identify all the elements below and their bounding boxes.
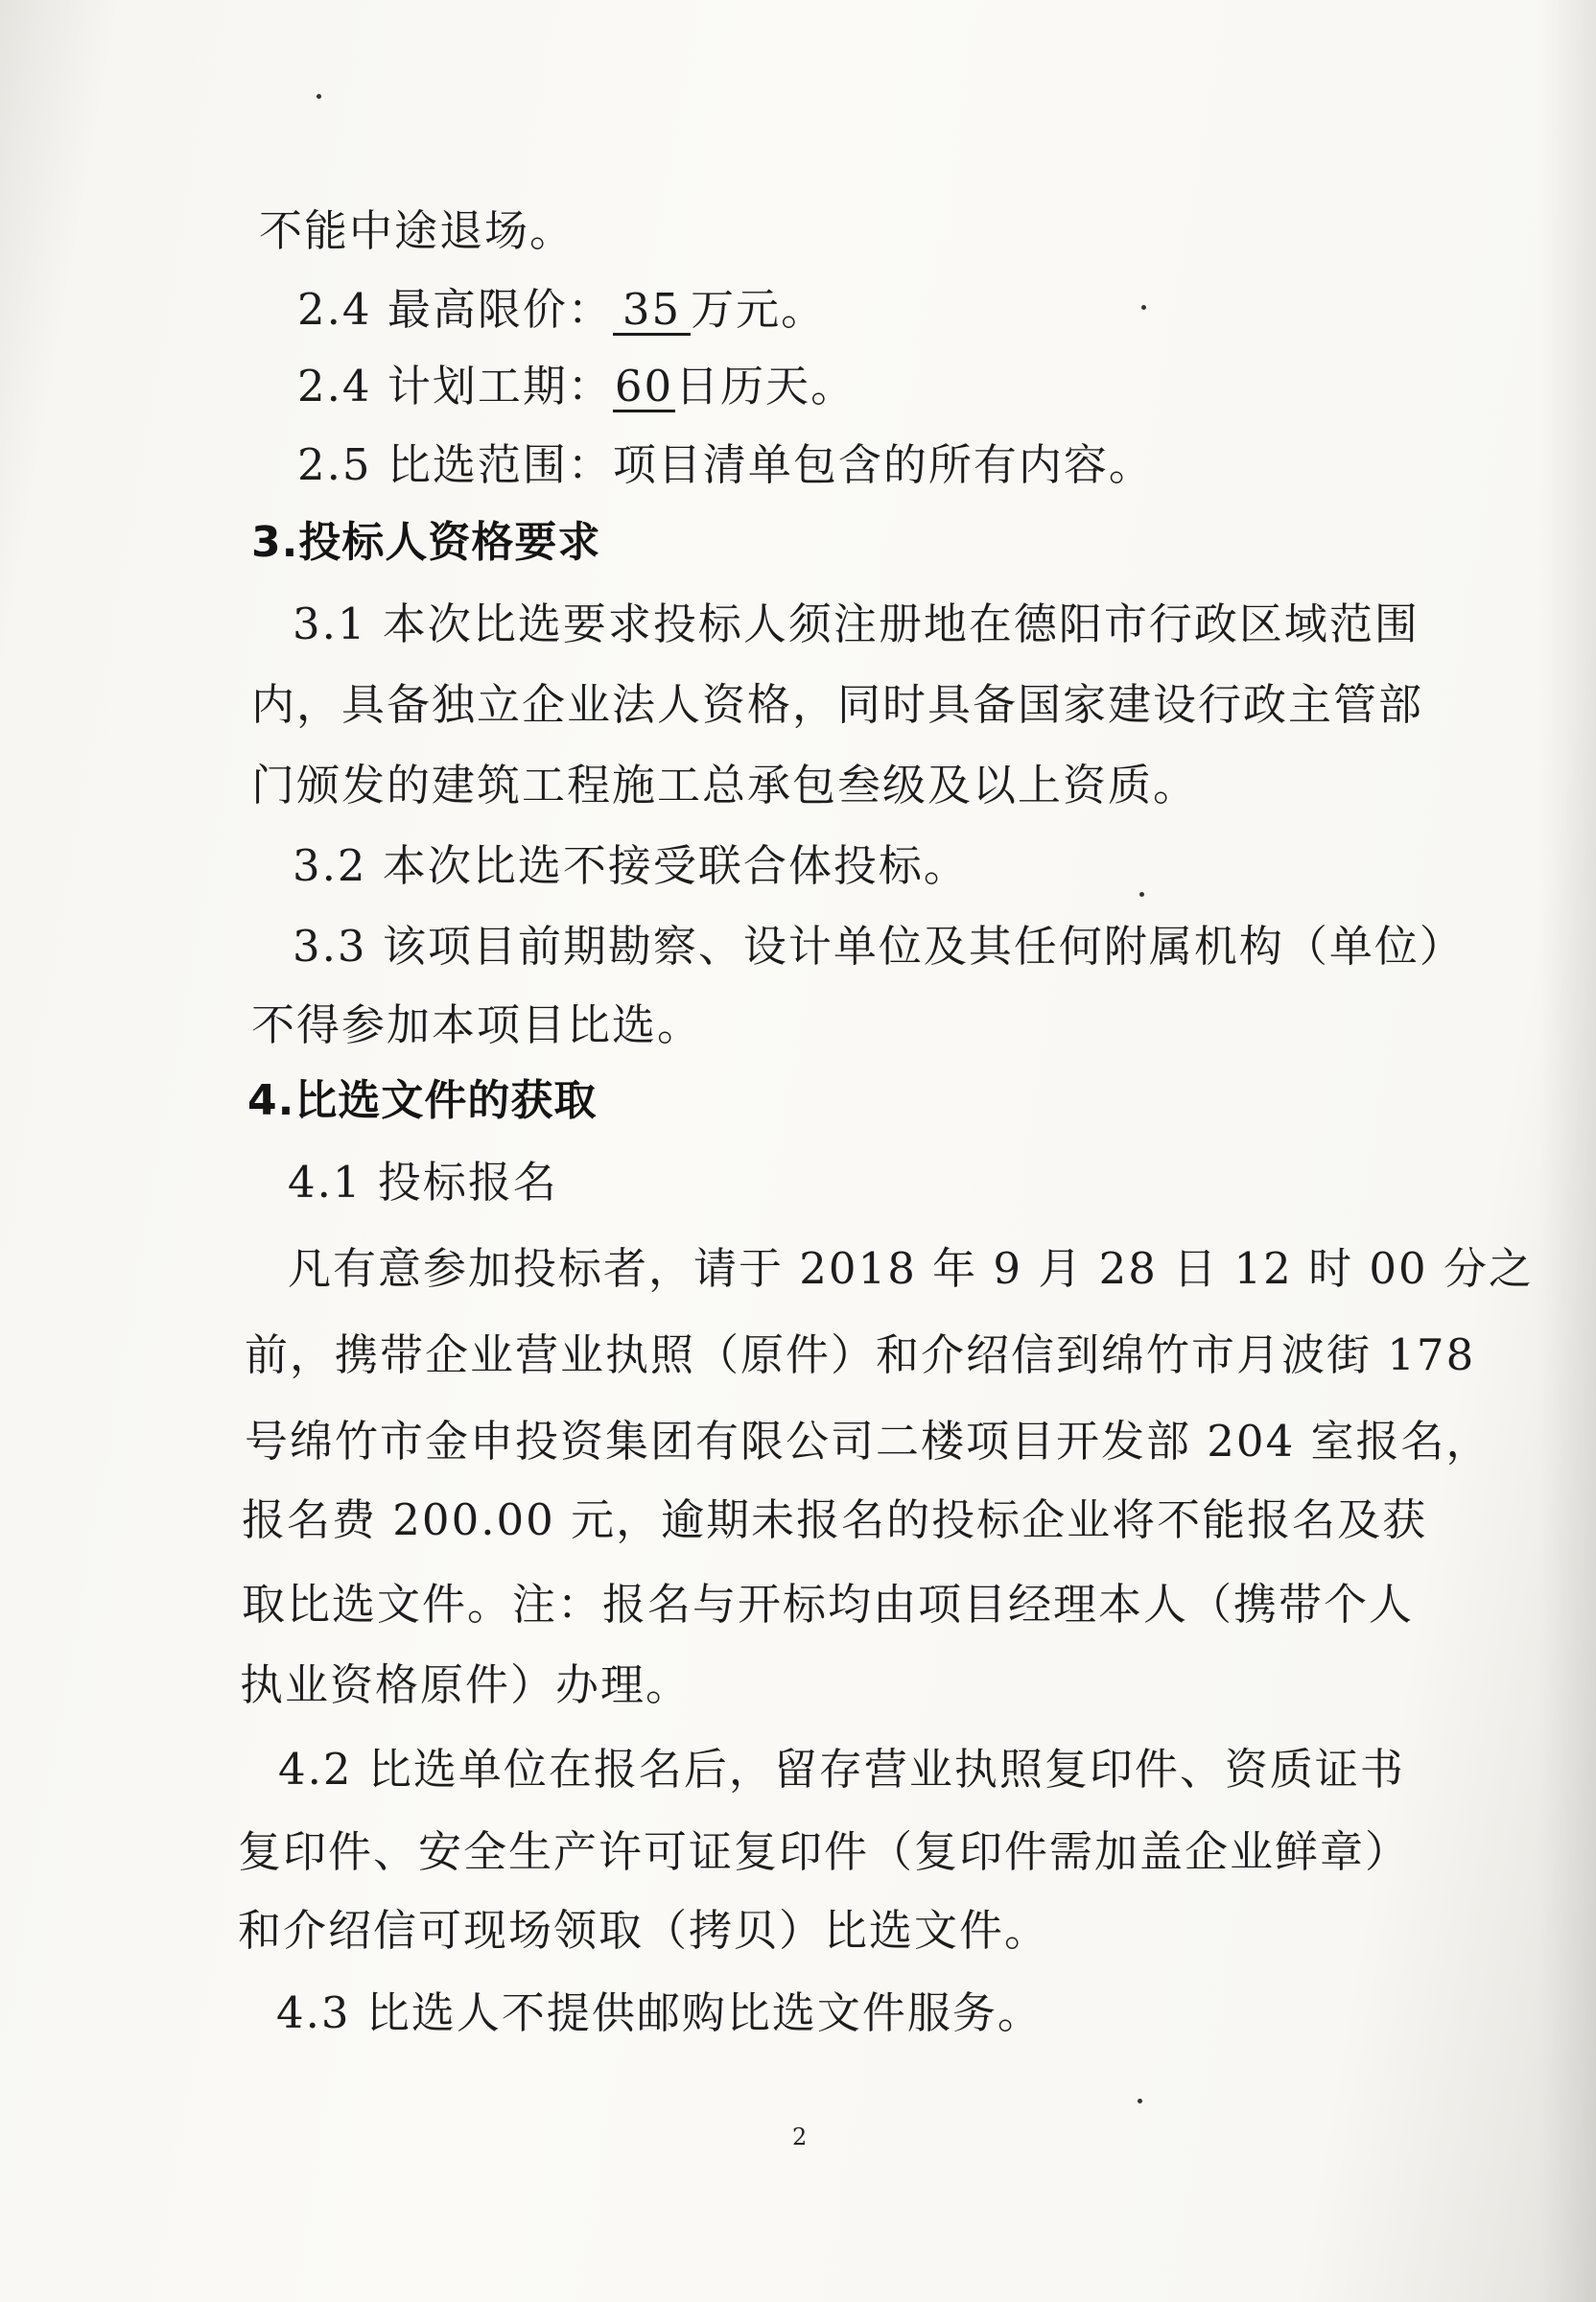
text-line-12: 凡有意参加投标者，请于 2018 年 9 月 28 日 12 时 00 分之 <box>288 1243 1534 1294</box>
schedule-value: 60 <box>614 361 674 411</box>
page-number: 2 <box>792 2124 808 2150</box>
page-edge-shadow <box>1538 0 1596 2302</box>
text-line-21: 4.3 比选人不提供邮购比选文件服务。 <box>276 1987 1043 2038</box>
text-line-5: 3.1 本次比选要求投标人须注册地在德阳市行政区域范围 <box>293 599 1420 649</box>
schedule-line <box>297 361 857 412</box>
text-line-19: 复印件、安全生产许可证复印件（复印件需加盖企业鲜章） <box>238 1826 1411 1877</box>
text-line-16: 取比选文件。注：报名与开标均由项目经理本人（携带个人 <box>242 1579 1415 1630</box>
text-line-8: 3.2 本次比选不接受联合体投标。 <box>293 840 969 891</box>
text-line-9: 3.3 该项目前期勘察、设计单位及其任何附属机构（单位） <box>293 921 1465 972</box>
text-line-17: 执业资格原件）办理。 <box>240 1659 692 1710</box>
scope-line: 2.5 比选范围：项目清单包含的所有内容。 <box>297 439 1154 490</box>
text-line-10: 不得参加本项目比选。 <box>251 999 703 1050</box>
section-heading-4: 4.比选文件的获取 <box>247 1076 598 1125</box>
text-line-20: 和介绍信可现场领取（拷贝）比选文件。 <box>238 1905 1050 1956</box>
scan-speck <box>1139 892 1144 897</box>
text-line-6: 内，具备独立企业法人资格，同时具备国家建设行政主管部 <box>251 679 1424 730</box>
max-price-unit: 万元。 <box>691 284 827 335</box>
schedule-label: 2.4 计划工期： <box>297 361 613 411</box>
text-line-7: 门颁发的建筑工程施工总承包叁级及以上资质。 <box>251 760 1199 810</box>
max-price-label: 2.4 最高限价： <box>297 284 613 335</box>
text-line-18: 4.2 比选单位在报名后，留存营业执照复印件、资质证书 <box>278 1744 1405 1795</box>
scan-speck <box>317 94 321 99</box>
text-line-15: 报名费 200.00 元，逾期未报名的投标企业将不能报名及获 <box>242 1494 1428 1545</box>
max-price-value: 35 <box>613 288 691 336</box>
section-heading-3: 3.投标人资格要求 <box>251 518 601 567</box>
scan-speck <box>1138 2099 1142 2103</box>
max-price-line <box>297 284 827 336</box>
text-line-14: 号绵竹市金申投资集团有限公司二楼项目开发部 204 室报名， <box>245 1416 1491 1467</box>
text-line-11: 4.1 投标报名 <box>288 1157 558 1208</box>
text-line-13: 前，携带企业营业执照（原件）和介绍信到绵竹市月波街 178 <box>245 1329 1476 1380</box>
schedule-unit: 日历天。 <box>675 361 857 411</box>
scan-speck <box>1141 305 1146 310</box>
text-line-1: 不能中途退场。 <box>259 205 575 256</box>
